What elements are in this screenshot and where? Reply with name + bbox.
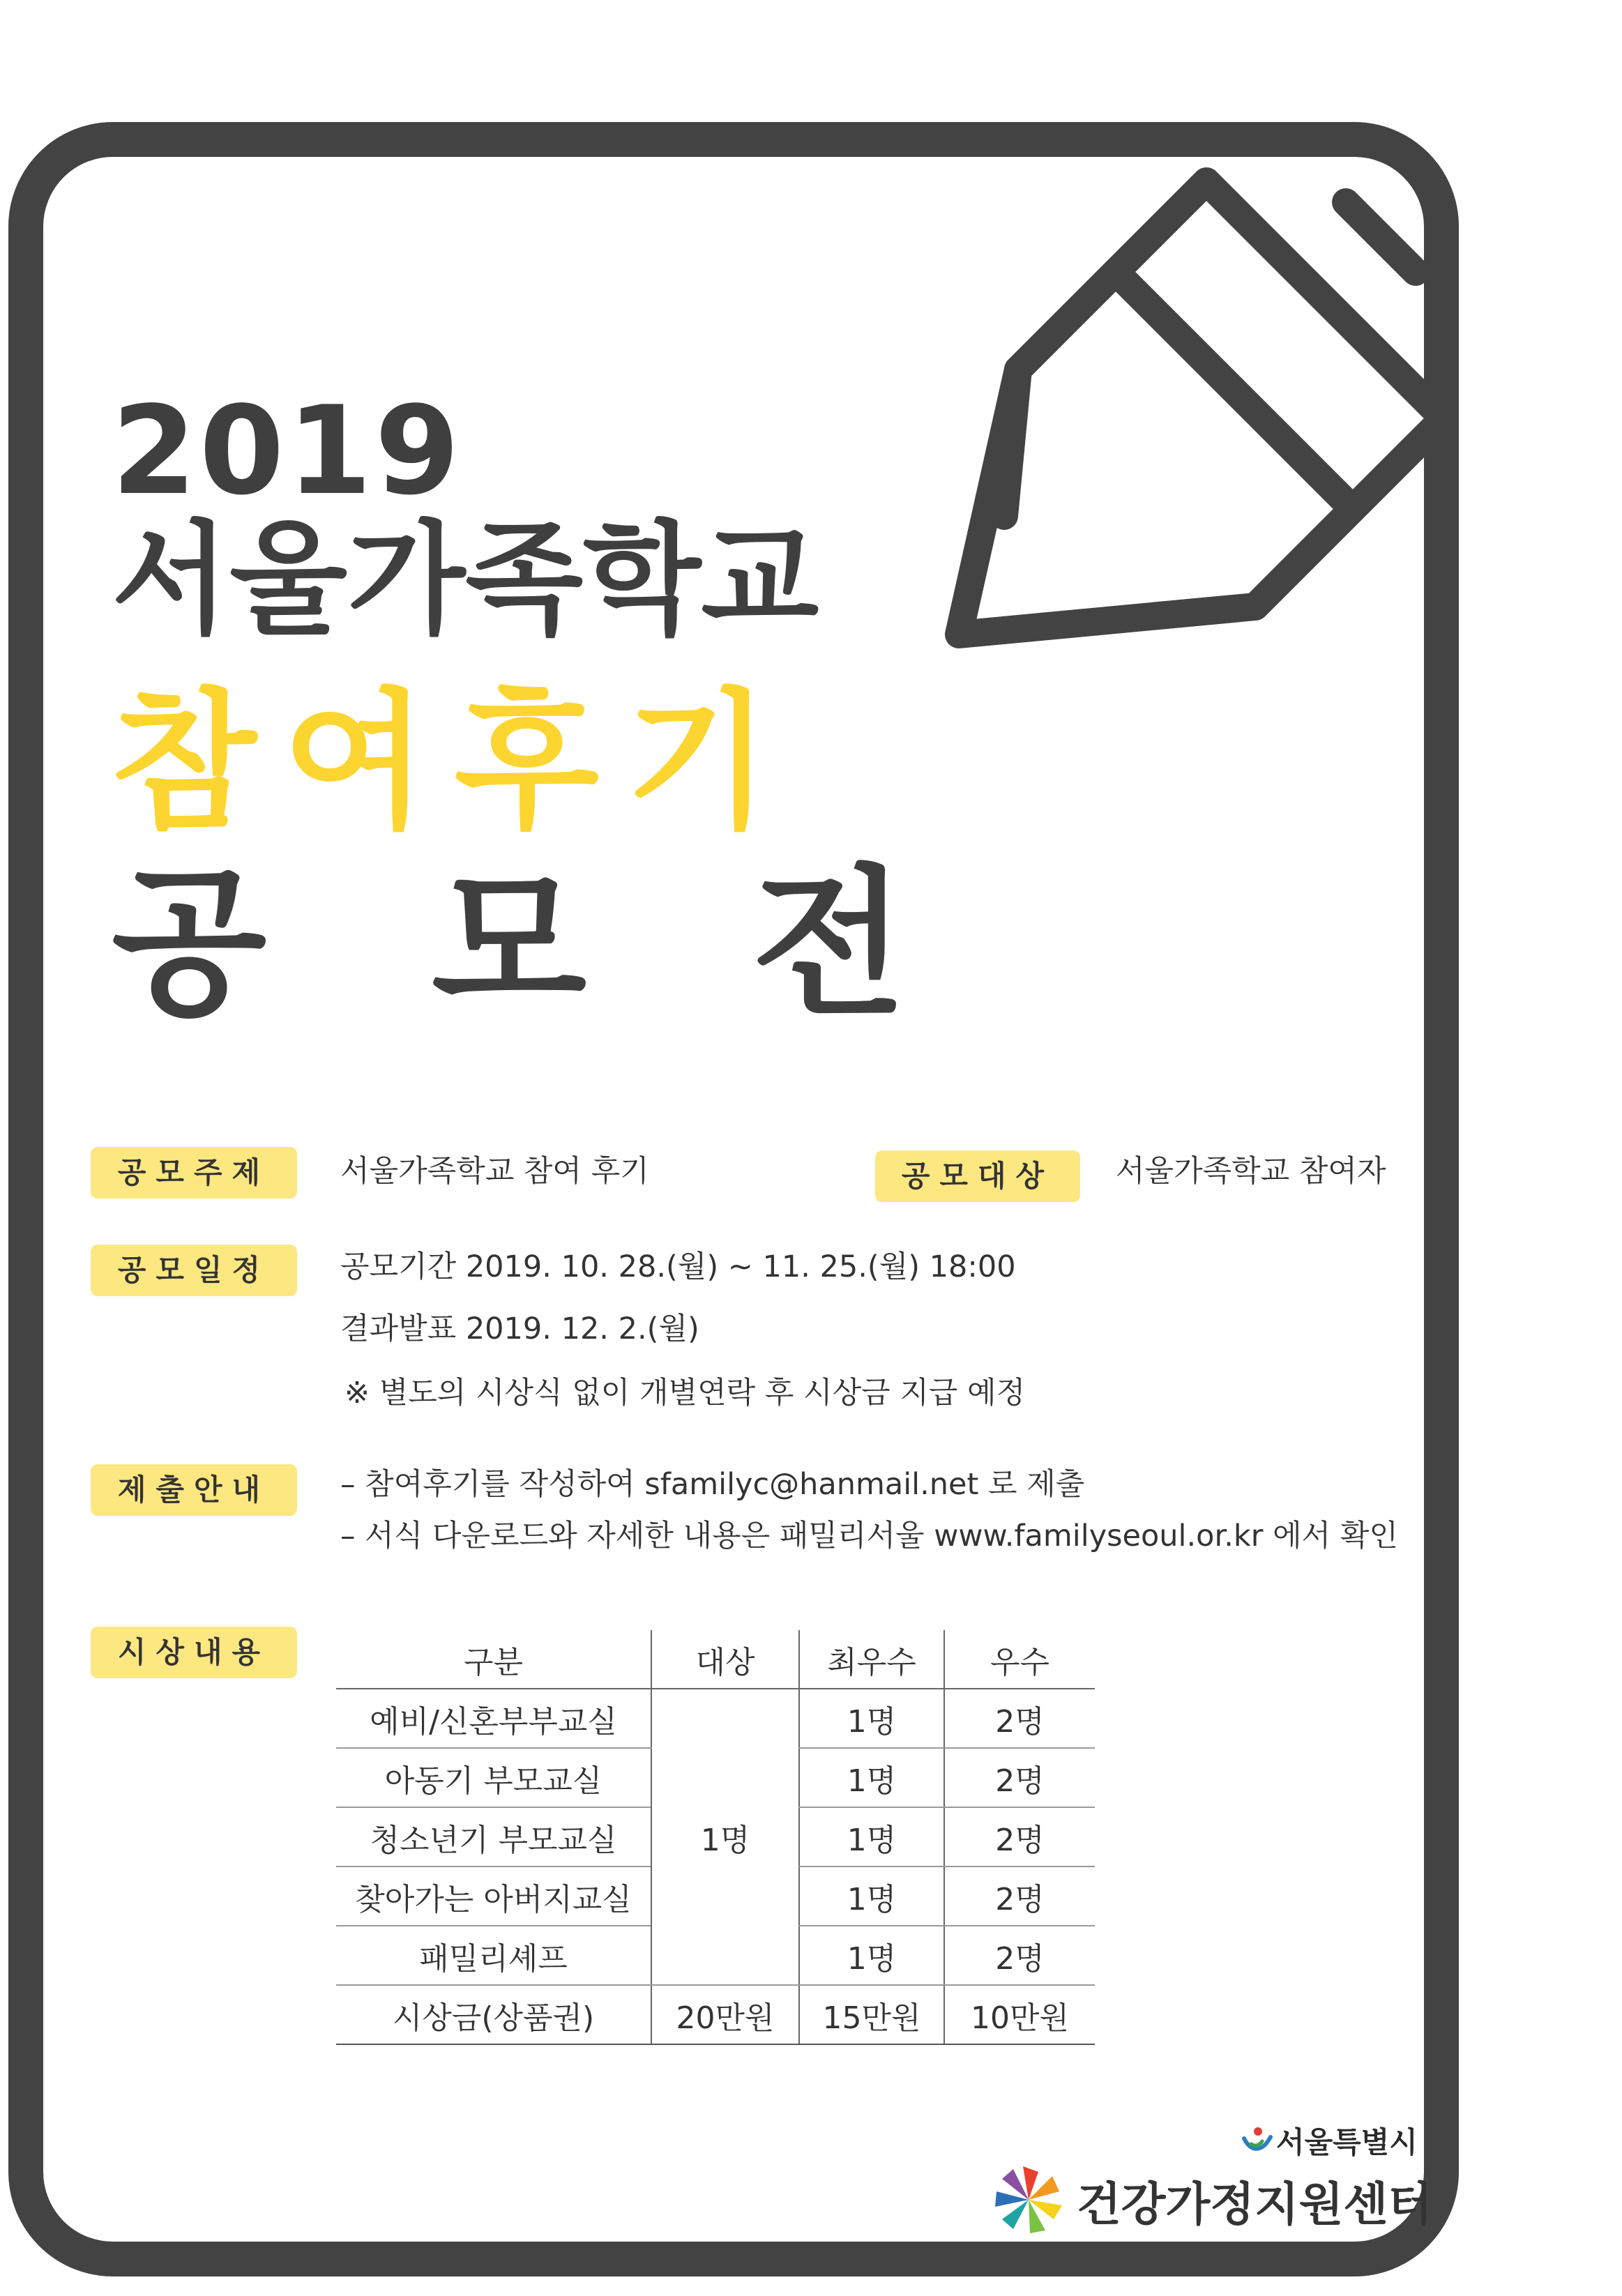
seoul-logo-text: 서울특별시 [1276,2125,1418,2159]
theme-value: 서울가족학교 참여 후기 [340,1154,649,1189]
award-label: 시상내용 [91,1627,297,1678]
table-cell: 1명 [799,1867,944,1926]
table-cell: 20만원 [651,1985,799,2044]
target-label: 공모대상 [875,1150,1080,1202]
title-contest-char: 모 [431,851,587,1037]
table-cell: 10만원 [944,1985,1095,2044]
submit-label: 제출안내 [91,1464,297,1516]
pencil-icon [934,132,1450,662]
table-cell: 패밀리셰프 [336,1926,651,1985]
title-contest-char: 공 [112,851,267,1037]
pinwheel-logo-icon [990,2161,1067,2238]
title-year: 2019 [112,381,463,522]
table-cell: 2명 [944,1689,1095,1748]
schedule-result: 결과발표 2019. 12. 2.(월) [340,1312,699,1346]
theme-label: 공모주제 [91,1147,297,1199]
table-cell: 1명 [799,1689,944,1748]
table-header: 대상 [651,1630,799,1689]
table-cell: 2명 [944,1867,1095,1926]
submit-line: – 참여후기를 작성하여 sfamilyc@hanmail.net 로 제출 [340,1467,1085,1502]
awards-table [336,1630,1095,2045]
title-school: 서울가족학교 [112,510,819,651]
title-contest [112,851,907,1037]
table-cell-merged: 1명 [651,1689,799,1985]
table-cell: 1명 [799,1926,944,1985]
center-logo-text: 건강가정지원센터 [1077,2177,1433,2231]
table-row [336,1689,1095,1748]
table-cell: 예비/신혼부부교실 [336,1689,651,1748]
table-header: 최우수 [799,1630,944,1689]
table-cell: 2명 [944,1748,1095,1807]
submit-line: – 서식 다운로드와 자세한 내용은 패밀리서울 www.familyseoul.or.kr 에서 확인 [340,1519,1398,1553]
table-cell: 1명 [799,1748,944,1807]
table-cell: 2명 [944,1926,1095,1985]
table-cell: 시상금(상품권) [336,1985,651,2044]
table-row [336,1985,1095,2044]
table-cell: 2명 [944,1807,1095,1867]
title-contest-char: 전 [751,851,907,1037]
seoul-emblem-icon [1241,2124,1273,2157]
target-value: 서울가족학교 참여자 [1116,1154,1386,1189]
schedule-note: ※ 별도의 시상식 없이 개별연락 후 시상금 지급 예정 [344,1376,1026,1411]
schedule-label: 공모일정 [91,1245,297,1296]
title-review: 참여후기 [112,674,797,849]
table-cell: 청소년기 부모교실 [336,1807,651,1867]
table-header: 우수 [944,1630,1095,1689]
seoul-logo [1241,2120,1418,2161]
table-cell: 아동기 부모교실 [336,1748,651,1807]
table-header-row [336,1630,1095,1689]
table-header: 구분 [336,1630,651,1689]
center-logo [990,2161,1432,2238]
table-cell: 1명 [799,1807,944,1867]
table-cell: 찾아가는 아버지교실 [336,1867,651,1926]
schedule-period: 공모기간 2019. 10. 28.(월) ~ 11. 25.(월) 18:00 [340,1249,1016,1284]
table-cell: 15만원 [799,1985,944,2044]
